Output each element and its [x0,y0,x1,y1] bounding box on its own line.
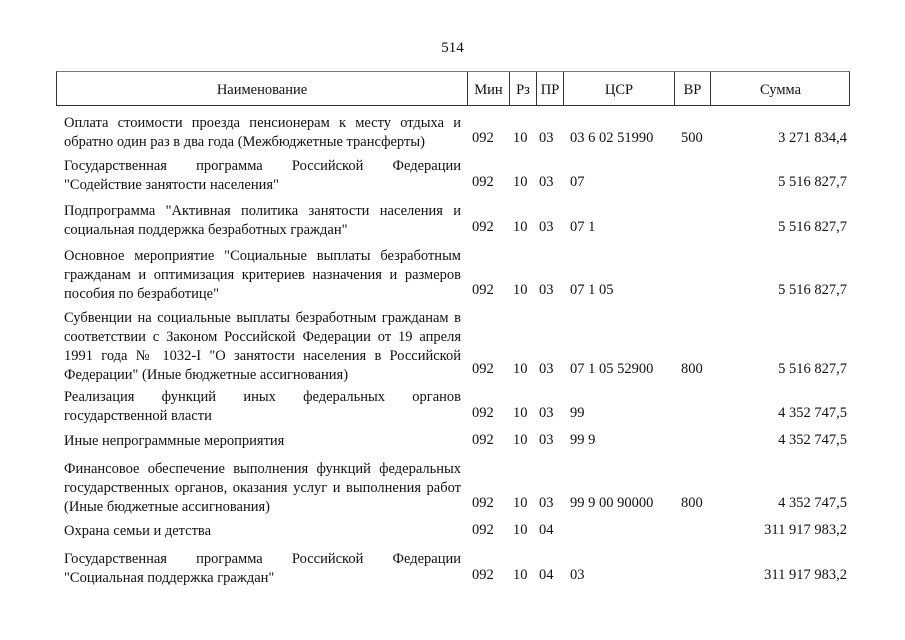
row-csr: 07 1 [570,219,596,235]
table-header [56,71,850,106]
column-header-min: Мин [467,72,509,105]
table-row [0,388,905,428]
row-pr: 03 [539,432,554,448]
row-rz: 10 [513,219,528,235]
row-pr: 03 [539,174,554,190]
row-pr: 03 [539,405,554,421]
row-min: 092 [472,219,494,235]
table-row [0,202,905,242]
row-rz: 10 [513,522,528,538]
column-header-vr: ВР [674,72,710,105]
row-sum: 3 271 834,4 [778,130,847,146]
row-min: 092 [472,130,494,146]
row-name: Государственная программа Российской Федерации "Содействие занятости населения" [64,158,461,193]
row-sum: 5 516 827,7 [778,282,847,298]
row-name: Подпрограмма "Активная политика занятости населения и социальная поддержка безработных граждан" [64,203,461,238]
row-csr: 99 [570,405,585,421]
row-csr: 03 [570,567,585,583]
row-min: 092 [472,567,494,583]
row-name: Основное мероприятие "Социальные выплаты безработным гражданам и оптимизация критериев назначения и размеров пособия по безработице" [64,248,461,302]
row-rz: 10 [513,405,528,421]
row-min: 092 [472,282,494,298]
row-pr: 03 [539,495,554,511]
row-rz: 10 [513,432,528,448]
row-sum: 5 516 827,7 [778,219,847,235]
row-name: Иные непрограммные мероприятия [64,433,285,449]
row-csr: 03 6 02 51990 [570,130,654,146]
table-row [0,309,905,387]
row-min: 092 [472,405,494,421]
row-sum: 5 516 827,7 [778,174,847,190]
row-pr: 03 [539,130,554,146]
row-rz: 10 [513,495,528,511]
row-csr: 07 1 05 [570,282,614,298]
row-sum: 4 352 747,5 [778,495,847,511]
table-row [0,550,905,590]
page-number: 514 [441,40,464,56]
table-row [0,247,905,305]
column-header-name: Наименование [216,82,308,98]
row-min: 092 [472,174,494,190]
row-sum: 4 352 747,5 [778,432,847,448]
row-csr: 99 9 00 90000 [570,495,654,511]
row-min: 092 [472,495,494,511]
row-vr: 800 [681,361,703,377]
row-pr: 03 [539,361,554,377]
table-row [0,522,905,542]
row-name: Субвенции на социальные выплаты безработным гражданам в соответствии с Законом Российской Федерации от 19 апреля 1991 года № 1032-I "О занятости населения в Российской Федерации" (Иные бюджетные ассигнования) [64,310,461,383]
row-rz: 10 [513,174,528,190]
row-csr: 07 [570,174,585,190]
table-row [0,114,905,154]
table-row [0,432,905,452]
row-name: Оплата стоимости проезда пенсионерам к месту отдыха и обратно один раз в два года (Межбюджетные трансферты) [64,115,461,150]
row-vr: 800 [681,495,703,511]
row-rz: 10 [513,130,528,146]
column-header-pr: ПР [536,72,563,105]
row-name: Финансовое обеспечение выполнения функций федеральных государственных органов, оказания услуг и выполнения работ (Иные бюджетные ассигнования) [64,461,461,515]
row-pr: 03 [539,282,554,298]
row-rz: 10 [513,361,528,377]
row-sum: 311 917 983,2 [764,522,847,538]
column-header-csr: ЦСР [563,72,674,105]
row-pr: 04 [539,567,554,583]
row-rz: 10 [513,282,528,298]
column-header-rz: Рз [509,72,536,105]
row-pr: 04 [539,522,554,538]
row-name: Охрана семьи и детства [64,523,212,539]
row-csr: 99 9 [570,432,596,448]
row-sum: 311 917 983,2 [764,567,847,583]
row-min: 092 [472,522,494,538]
table-row [0,157,905,197]
table-row [0,460,905,518]
row-name: Реализация функций иных федеральных органов государственной власти [64,389,461,424]
row-vr: 500 [681,130,703,146]
row-min: 092 [472,361,494,377]
row-pr: 03 [539,219,554,235]
row-name: Государственная программа Российской Федерации "Социальная поддержка граждан" [64,551,461,586]
column-header-sum: Сумма [710,72,850,105]
row-sum: 5 516 827,7 [778,361,847,377]
row-csr: 07 1 05 52900 [570,361,654,377]
row-rz: 10 [513,567,528,583]
row-sum: 4 352 747,5 [778,405,847,421]
row-min: 092 [472,432,494,448]
